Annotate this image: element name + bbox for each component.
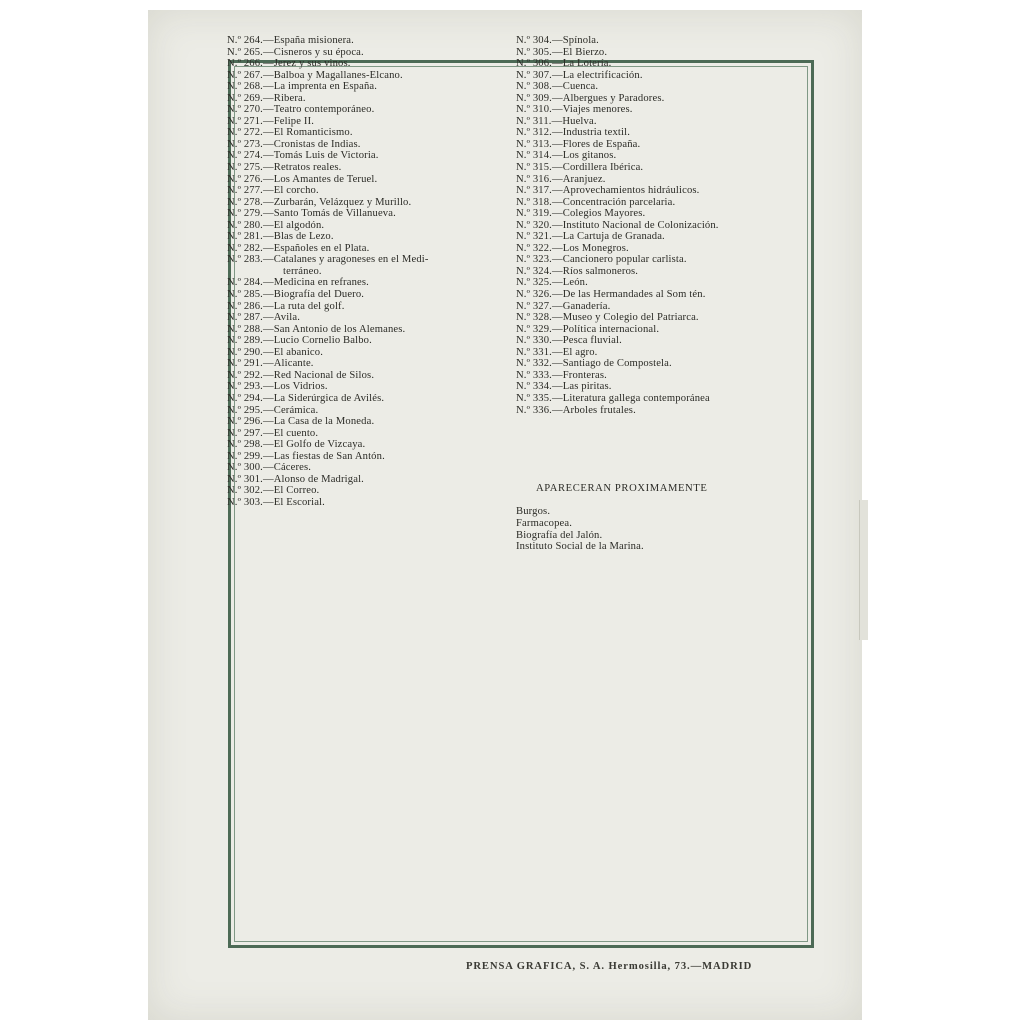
entry-number: N.º 303. [227,496,263,508]
entry-title: —Ribera. [262,92,306,104]
list-item [516,220,806,232]
entry-number: N.º 322. [516,242,552,254]
entry-number: N.º 309. [516,92,552,104]
publisher-footer: PRENSA GRAFICA, S. A. Hermosilla, 73.—MADRID [466,961,753,972]
list-item [516,162,806,174]
list-item [516,35,806,47]
entry-title: —Cerámica. [262,404,319,416]
entry-title: —Spínola. [551,35,599,46]
list-item [227,451,512,463]
entry-title: —Teatro contemporáneo. [262,104,375,116]
entry-title: —Avila. [262,312,301,324]
entry-number: N.º 314. [516,150,552,162]
entry-title: —Alicante. [262,358,314,370]
entry-title: —Alonso de Madrigal. [262,473,364,485]
entry-number: N.º 321. [516,231,552,243]
entry-title: —Flores de España. [551,138,641,150]
entry-number: N.º 270. [227,104,263,116]
coming-soon-item: Burgos. [516,506,551,517]
list-item [227,243,512,255]
entry-number: N.º 290. [227,346,263,358]
entry-number: N.º 266. [227,58,263,70]
entry-number: N.º 292. [227,369,263,381]
entry-number: N.º 298. [227,439,263,451]
entry-title: —Las piritas. [551,381,612,393]
coming-soon-heading: APARECERAN PROXIMAMENTE [536,483,708,494]
list-item [227,254,512,266]
entry-number: N.º 278. [227,196,263,208]
list-item [516,139,806,151]
list-item [227,139,512,151]
binding-edge [859,500,868,640]
entry-title: —Cisneros y su época. [262,46,364,58]
entry-title: —Museo y Colegio del Patriarca. [551,312,699,324]
page-sheet [148,10,862,1020]
entry-number: N.º 332. [516,358,552,370]
entry-title: —Colegios Mayores. [551,208,646,220]
list-item [516,405,806,417]
list-item [516,381,806,393]
entry-title: —Concentración parcelaria. [551,196,676,208]
entry-title: —Los Amantes de Teruel. [262,173,378,185]
entry-title: —La Cartuja de Granada. [551,231,665,243]
list-item [516,393,806,405]
entry-number: N.º 308. [516,81,552,93]
entry-number: N.º 325. [516,277,552,289]
list-item [516,324,806,336]
list-item [516,185,806,197]
list-item [227,208,512,220]
entry-number: N.º 328. [516,312,552,324]
entry-title: —Red Nacional de Silos. [262,369,375,381]
entry-title: —Tomás Luis de Victoria. [262,150,379,162]
entry-title: —La Casa de la Moneda. [262,416,375,428]
entry-number: N.º 336. [516,404,552,416]
entry-title: —Literatura gallega contemporánea [551,392,710,404]
coming-soon-item: Farmacopea. [516,517,573,529]
entry-number: N.º 300. [227,462,263,474]
entry-title: —Fronteras. [551,369,607,381]
entry-number: N.º 311. [516,115,552,127]
list-item [227,58,512,70]
list-item [227,462,512,474]
entry-title: —Industria textil. [551,127,631,139]
entry-number: N.º 296. [227,416,263,428]
entry-number: N.º 291. [227,358,263,370]
list-item [516,208,806,220]
list-item [516,335,806,347]
entry-title: —Santiago de Compostela. [551,358,672,370]
entry-number: N.º 323. [516,254,552,266]
list-item [516,231,806,243]
list-item [516,266,806,278]
entry-number: N.º 267. [227,69,263,81]
list-item [227,416,512,428]
entry-title: —Cancionero popular carlista. [551,254,687,266]
entry-number: N.º 281. [227,231,263,243]
list-item [516,301,806,313]
list-item [227,116,512,128]
entry-number: N.º 312. [516,127,552,139]
list-item [227,439,512,451]
entry-number: N.º 324. [516,265,552,277]
list-item [227,104,512,116]
entry-title-continuation: terráneo. [283,265,322,277]
list-item [227,197,512,209]
entry-title: —Pesca fluvial. [551,335,622,347]
entry-number: N.º 282. [227,242,263,254]
entry-number: N.º 273. [227,138,263,150]
entry-title: —Catalanes y aragoneses en el Medi- [262,254,429,266]
entry-title: —Los Monegros. [551,242,629,254]
entry-title: —Cordillera Ibérica. [551,162,644,174]
left-column-list [227,35,512,508]
coming-soon-item: Biografía del Jalón. [516,529,603,541]
entry-title: —El Bierzo. [551,46,608,58]
list-item [227,381,512,393]
entry-number: N.º 301. [227,473,263,485]
entry-number: N.º 318. [516,196,552,208]
list-item [516,254,806,266]
entry-number: N.º 271. [227,115,263,127]
entry-number: N.º 264. [227,35,263,46]
entry-title: —El cuento. [262,427,319,439]
entry-title: —El corcho. [262,185,319,197]
entry-number: N.º 276. [227,173,263,185]
entry-number: N.º 280. [227,219,263,231]
entry-title: —De las Hermandades al Som tén. [551,289,706,301]
entry-title: —Arboles frutales. [551,404,636,416]
entry-title: —La Lotería. [551,58,612,70]
entry-title: —El Romanticismo. [262,127,353,139]
entry-title: —Medicina en refranes. [262,277,369,289]
entry-title: —Los Vidrios. [262,381,328,393]
entry-number: N.º 293. [227,381,263,393]
entry-number: N.º 272. [227,127,263,139]
entry-number: N.º 268. [227,81,263,93]
list-item [227,485,512,497]
list-item [516,104,806,116]
list-item [227,370,512,382]
coming-soon-list [516,506,644,553]
entry-title: —Zurbarán, Velázquez y Murillo. [262,196,412,208]
entry-number: N.º 274. [227,150,263,162]
entry-title: —Lucio Cornelio Balbo. [262,335,372,347]
entry-title: —Balboa y Magallanes-Elcano. [262,69,403,81]
entry-number: N.º 327. [516,300,552,312]
list-item [227,347,512,359]
list-item [516,93,806,105]
entry-title: —España misionera. [262,35,354,46]
entry-title: —El Correo. [262,485,320,497]
list-item [227,231,512,243]
list-item [516,243,806,255]
list-item [227,497,512,509]
entry-title: —Albergues y Paradores. [551,92,665,104]
list-item [227,405,512,417]
entry-number: N.º 333. [516,369,552,381]
list-item [516,150,806,162]
entry-number: N.º 302. [227,485,263,497]
entry-title: —Cáceres. [262,462,312,474]
entry-title: —San Antonio de los Alemanes. [262,323,406,335]
list-item [516,127,806,139]
list-item [516,289,806,301]
entry-number: N.º 307. [516,69,552,81]
list-item [227,289,512,301]
entry-title: —Aprovechamientos hidráulicos. [551,185,700,197]
list-item [227,277,512,289]
entry-title: —El algodón. [262,219,325,231]
list-item [227,335,512,347]
list-item [227,47,512,59]
entry-title: —Los gitanos. [551,150,617,162]
entry-title: —Instituto Nacional de Colonización. [551,219,719,231]
entry-title: —El Escorial. [262,496,325,508]
entry-title: —La Siderúrgica de Avilés. [262,392,385,404]
entry-title: —Cuenca. [551,81,599,93]
list-item [516,58,806,70]
entry-number: N.º 329. [516,323,552,335]
entry-title: —Las fiestas de San Antón. [262,450,385,462]
list-item [227,93,512,105]
entry-title: —Cronistas de Indias. [262,138,361,150]
entry-number: N.º 287. [227,312,263,324]
entry-title: —Biografía del Duero. [262,289,365,301]
right-column-list [516,35,806,416]
entry-number: N.º 277. [227,185,263,197]
list-item [516,70,806,82]
list-item [227,312,512,324]
entry-number: N.º 269. [227,92,263,104]
entry-number: N.º 326. [516,289,552,301]
entry-number: N.º 330. [516,335,552,347]
list-item [227,35,512,47]
list-item [227,162,512,174]
entry-number: N.º 279. [227,208,263,220]
list-item [227,220,512,232]
entry-number: N.º 286. [227,300,263,312]
entry-title: —Viajes menores. [551,104,633,116]
list-item [516,174,806,186]
list-item [227,474,512,486]
entry-number: N.º 285. [227,289,263,301]
entry-title: —Retratos reales. [262,162,342,174]
entry-number: N.º 294. [227,392,263,404]
entry-number: N.º 306. [516,58,552,70]
entry-number: N.º 320. [516,219,552,231]
entry-number: N.º 331. [516,346,552,358]
entry-number: N.º 265. [227,46,263,58]
entry-title: —Huelva. [551,115,597,127]
entry-number: N.º 284. [227,277,263,289]
entry-title: —Felipe II. [262,115,315,127]
list-item [227,301,512,313]
entry-title: —La imprenta en España. [262,81,378,93]
entry-number: N.º 313. [516,138,552,150]
list-item [516,312,806,324]
entry-number: N.º 289. [227,335,263,347]
entry-number: N.º 299. [227,450,263,462]
entry-title: —El agro. [551,346,598,358]
entry-number: N.º 317. [516,185,552,197]
list-item [227,358,512,370]
list-item [516,277,806,289]
list-item [227,393,512,405]
list-item [227,127,512,139]
entry-number: N.º 297. [227,427,263,439]
entry-title: —León. [551,277,588,289]
list-item [227,324,512,336]
entry-title: —La electrificación. [551,69,643,81]
list-item [227,150,512,162]
list-item [227,70,512,82]
list-item [516,47,806,59]
entry-title: —Blas de Lezo. [262,231,334,243]
entry-title: —Ríos salmoneros. [551,265,639,277]
list-item [227,428,512,440]
entry-number: N.º 283. [227,254,263,266]
entry-title: —La ruta del golf. [262,300,345,312]
list-item [227,185,512,197]
entry-number: N.º 334. [516,381,552,393]
entry-number: N.º 310. [516,104,552,116]
entry-title: —Españoles en el Plata. [262,242,370,254]
list-item [227,174,512,186]
list-item [516,197,806,209]
coming-soon-item: Instituto Social de la Marina. [516,541,644,553]
entry-title: —Política internacional. [551,323,660,335]
entry-number: N.º 295. [227,404,263,416]
entry-title: —El Golfo de Vizcaya. [262,439,366,451]
list-item [516,370,806,382]
entry-title: —Aranjuez. [551,173,606,185]
list-item [516,81,806,93]
entry-number: N.º 316. [516,173,552,185]
entry-number: N.º 275. [227,162,263,174]
list-item [516,347,806,359]
entry-number: N.º 288. [227,323,263,335]
entry-number: N.º 319. [516,208,552,220]
entry-title: —El abanico. [262,346,324,358]
list-item [227,81,512,93]
entry-number: N.º 335. [516,392,552,404]
entry-number: N.º 305. [516,46,552,58]
entry-number: N.º 315. [516,162,552,174]
list-item [516,116,806,128]
list-item [516,358,806,370]
entry-title: —Jerez y sus vinos. [262,58,351,70]
entry-title: —Ganadería. [551,300,611,312]
entry-number: N.º 304. [516,35,552,46]
entry-title: —Santo Tomás de Villanueva. [262,208,396,220]
